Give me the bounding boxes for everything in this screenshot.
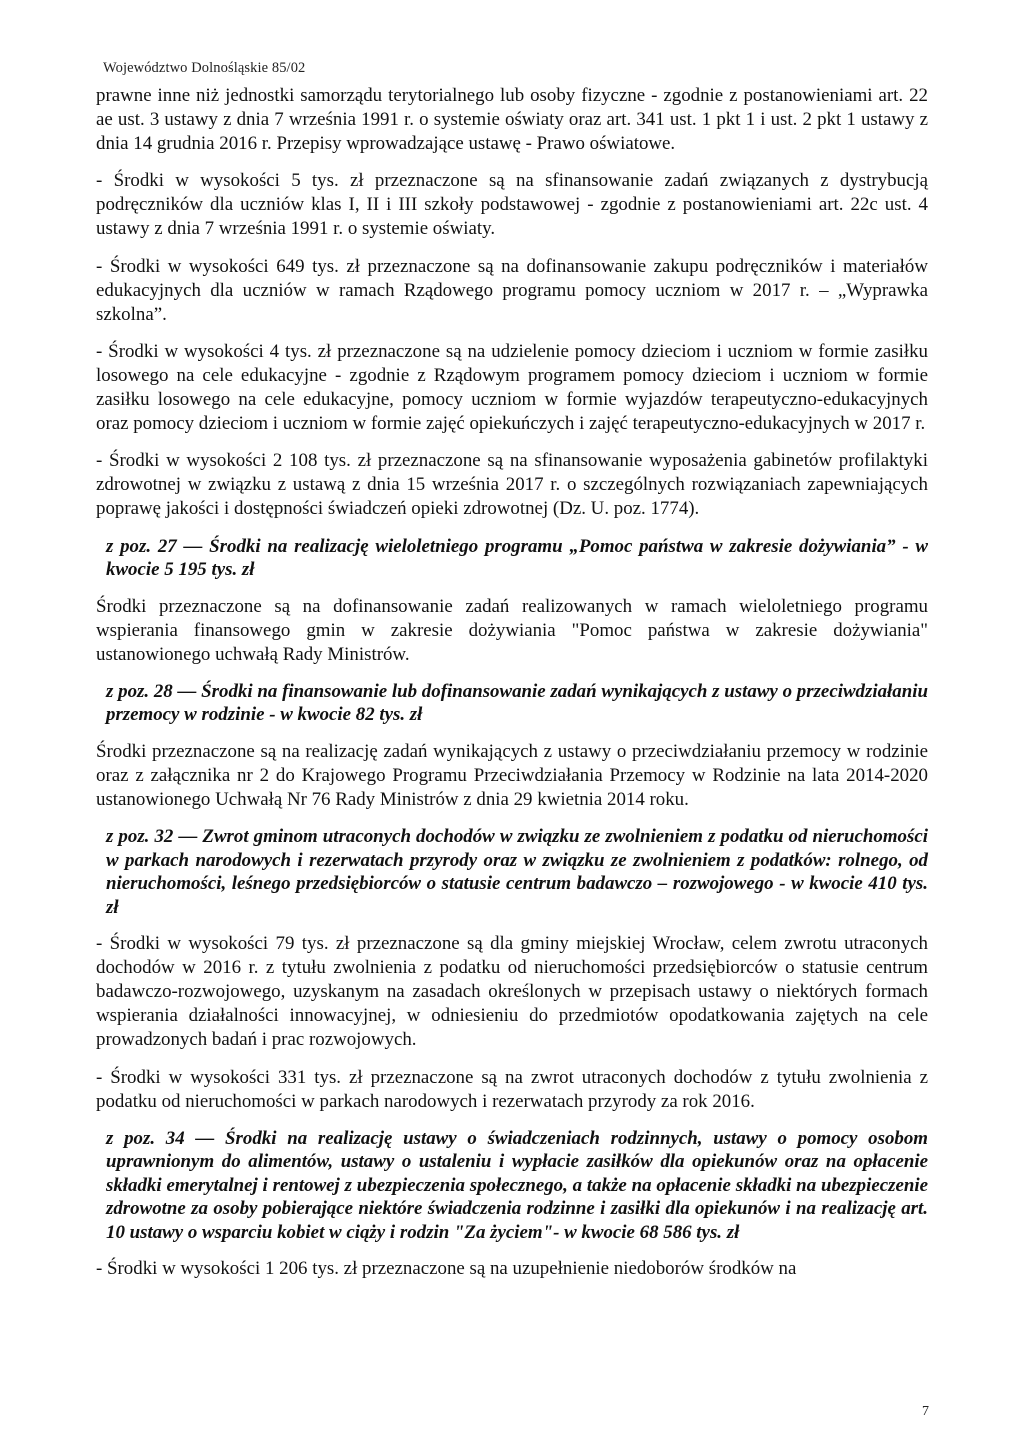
page-header: Województwo Dolnośląskie 85/02 <box>103 60 306 76</box>
section-heading: z poz. 34 — Środki na realizację ustawy o świadczeniach rodzinnych, ustawy o pomocy osobom uprawnionym do alimentów, ustawy o ustaleniu i wypłacie zasiłków dla opiekunów oraz na opłacenie składki emerytalnej i rentowej z ubezpieczenia społecznego, a także na opłacenie składki na ubezpieczenie zdrowotne za osoby pobierające niektóre świadczenia rodzinne i zasiłki dla opiekunów i na realizację art. 10 ustawy o wsparciu kobiet w ciąży i rodzin "Za życiem"- w kwocie 68 586 tys. zł <box>106 1127 928 1243</box>
paragraph: - Środki w wysokości 4 tys. zł przeznaczone są na udzielenie pomocy dzieciom i uczniom w formie zasiłku losowego na cele edukacyjne - zgodnie z Rządowym programem pomocy dzieciom i uczniom w formie zasiłku losowego na cele edukacyjne, pomocy uczniom w formie wyjazdów terapeutyczno-edukacyjnych oraz pomocy dzieciom i uczniom w formie zajęć opiekuńczych i zajęć terapeutyczno-edukacyjnych w 2017 r. <box>96 340 928 435</box>
paragraph: - Środki w wysokości 1 206 tys. zł przeznaczone są na uzupełnienie niedoborów środków na <box>96 1258 797 1280</box>
section-heading: z poz. 28 — Środki na finansowanie lub dofinansowanie zadań wynikających z ustawy o przeciwdziałaniu przemocy w rodzinie - w kwocie 82 tys. zł <box>106 680 928 726</box>
section-heading: z poz. 27 — Środki na realizację wieloletniego programu „Pomoc państwa w zakresie dożywiania” - w kwocie 5 195 tys. zł <box>106 535 928 580</box>
paragraph: prawne inne niż jednostki samorządu terytorialnego lub osoby fizyczne - zgodnie z postanowieniami art. 22 ae ust. 3 ustawy z dnia 7 września 1991 r. o systemie oświaty oraz art. 341 ust. 1 pkt 1 i ust. 2 pkt 1 ustawy z dnia 14 grudnia 2016 r. Przepisy wprowadzające ustawę - Prawo oświatowe. <box>96 85 928 155</box>
section-heading: z poz. 32 — Zwrot gminom utraconych dochodów w związku ze zwolnieniem z podatku od nieruchomości w parkach narodowych i rezerwatach przyrody oraz w związku ze zwolnieniem z podatków: rolnego, od nieruchomości, leśnego przedsiębiorców o statusie centrum badawczo – rozwojowego - w kwocie 410 tys. zł <box>106 826 928 918</box>
page-number: 7 <box>922 1404 929 1419</box>
paragraph: Środki przeznaczone są na dofinansowanie zadań realizowanych w ramach wieloletniego programu wspierania finansowego gmin w zakresie dożywiania "Pomoc państwa w zakresie dożywiania" ustanowionego uchwałą Rady Ministrów. <box>96 595 928 665</box>
paragraph: Środki przeznaczone są na realizację zadań wynikających z ustawy o przeciwdziałaniu przemocy w rodzinie oraz z załącznika nr 2 do Krajowego Programu Przeciwdziałania Przemocy w Rodzinie na lata 2014-2020 ustanowionego Uchwałą Nr 76 Rady Ministrów z dnia 29 kwietnia 2014 roku. <box>96 740 928 810</box>
paragraph: - Środki w wysokości 649 tys. zł przeznaczone są na dofinansowanie zakupu podręczników i materiałów edukacyjnych dla uczniów w ramach Rządowego programu pomocy uczniom w 2017 r. – „Wyprawka szkolna”. <box>96 255 928 325</box>
paragraph: - Środki w wysokości 2 108 tys. zł przeznaczone są na sfinansowanie wyposażenia gabinetów profilaktyki zdrowotnej w związku z ustawą z dnia 15 września 2017 r. o szczególnych rozwiązaniach zapewniających poprawę jakości i dostępności świadczeń opieki zdrowotnej (Dz. U. poz. 1774). <box>96 450 928 520</box>
document-body <box>96 84 928 1294</box>
paragraph: - Środki w wysokości 331 tys. zł przeznaczone są na zwrot utraconych dochodów z tytułu zwolnienia z podatku od nieruchomości w parkach narodowych i rezerwatach przyrody za rok 2016. <box>96 1066 928 1112</box>
paragraph: - Środki w wysokości 79 tys. zł przeznaczone są dla gminy miejskiej Wrocław, celem zwrotu utraconych dochodów w 2016 r. z tytułu zwolnienia z podatku od nieruchomości przedsiębiorców o statusie centrum badawczo-rozwojowego, uzyskanym na zasadach określonych w przepisach ustawy o niektórych formach wspierania działalności innowacyjnej, w odniesieniu do przedmiotów opodatkowania zajętych na cele prowadzonych badań i prac rozwojowych. <box>96 933 928 1051</box>
paragraph: - Środki w wysokości 5 tys. zł przeznaczone są na sfinansowanie zadań związanych z dystrybucją podręczników dla uczniów klas I, II i III szkoły podstawowej - zgodnie z postanowieniami art. 22c ust. 4 ustawy z dnia 7 września 1991 r. o systemie oświaty. <box>96 170 928 240</box>
